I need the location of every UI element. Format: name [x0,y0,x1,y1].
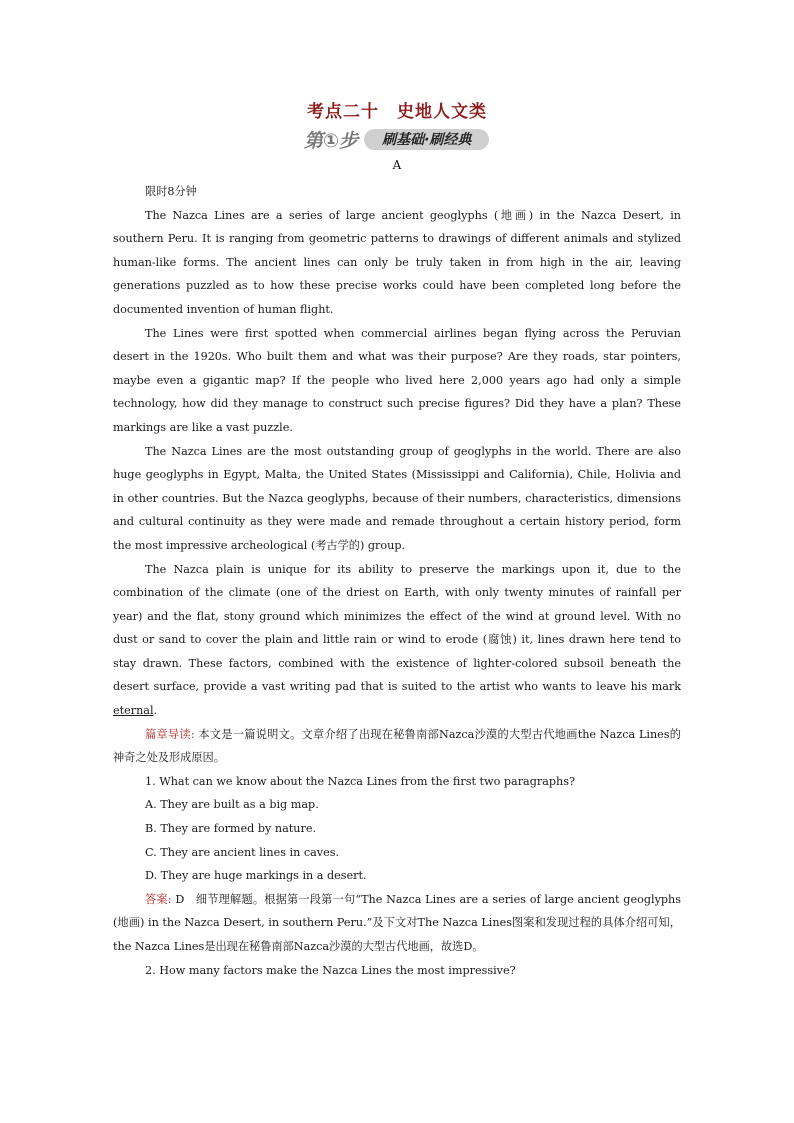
question-1-option-a: A. They are built as a big map. [145,798,319,812]
paragraph-4-end: . [153,704,158,718]
question-1-option-c: C. They are ancient lines in caves. [145,845,340,859]
section-letter: A [392,158,402,172]
question-1-option-b: B. They are formed by nature. [145,822,317,836]
step-banner [304,127,489,151]
step-pill: 刷基础·刷经典 [364,129,489,150]
answer-text: D 细节理解题。根据第一段第一句“The Nazca Lines are a series of large ancient geoglyphs (地画) in the Nazca Desert, in southern Peru.”及下文对The Nazca Lines图案和发现过程的具体介绍可知，the Nazca Lines是出现在秘鲁南部Nazca沙漠的大型古代地画，故选D。 [113,892,681,953]
passage-paragraph-3: The Nazca Lines are the most outstanding group of geoglyphs in the world. There are also huge geoglyphs in Egypt, Malta, the United States (Mississippi and California), Chile, Holivia and in other countries. But the Nazca geoglyphs, because of their numbers, characteristics, dimensions and cultural continuity as they were made and remade throughout a certain history period, form the most impressive archeological (考古学的) group. [113,444,681,552]
guide-label: 篇章导读: [145,727,195,741]
title-topic-name: 史地人文类 [397,102,487,122]
question-1: 1. What can we know about the Nazca Lines from the first two paragraphs? [145,774,576,788]
guide-paragraph [113,723,681,770]
guide-text: 本文是一篇说明文。文章介绍了出现在秘鲁南部Nazca沙漠的大型古代地画the Nazca Lines的神奇之处及形成原因。 [113,727,681,765]
passage-paragraph-4 [113,558,681,723]
question-1-option-d: D. They are huge markings in a desert. [145,869,367,883]
time-limit: 限时8分钟 [145,185,197,198]
answer-1 [113,888,681,959]
question-2: 2. How many factors make the Nazca Lines the most impressive? [145,963,516,977]
passage-paragraph-2: The Lines were first spotted when commercial airlines began flying across the Peruvian desert in the 1920s. Who built them and what was their purpose? Are they roads, star pointers, maybe even a gigantic map? If the people who lived here 2,000 years ago had only a simple technology, how did they manage to construct such precise figures? Did they have a plan? These markings are like a vast puzzle. [113,326,681,434]
page-title [0,97,794,122]
underlined-word: eternal [113,704,154,718]
paragraph-4-text: The Nazca plain is unique for its ability to preserve the markings upon it, due to the combination of the climate (one of the driest on Earth, with only twenty minutes of rainfall per year) and the flat, stony ground which minimizes the effect of the wind at ground level. With no dust or sand to cover the plain and little rain or wind to erode (腐蚀) it, lines drawn here tend to stay drawn. These factors, combined with the existence of lighter-colored subsoil beneath the desert surface, provide a vast writing pad that is suited to the artist who wants to leave his mark [113,562,681,694]
body-text [113,180,681,982]
title-topic-number: 考点二十 [307,102,379,122]
passage-paragraph-1: The Nazca Lines are a series of large ancient geoglyphs (地画) in the Nazca Desert, in southern Peru. It is ranging from geometric patterns to drawings of different animals and stylized human-like forms. The ancient lines can only be truly taken in from high in the air, leaving generations puzzled as to how these precise works could have been completed long before the documented invention of human flight. [113,208,681,316]
answer-label: 答案: [145,892,172,906]
step-label: 第①步 [304,129,359,152]
